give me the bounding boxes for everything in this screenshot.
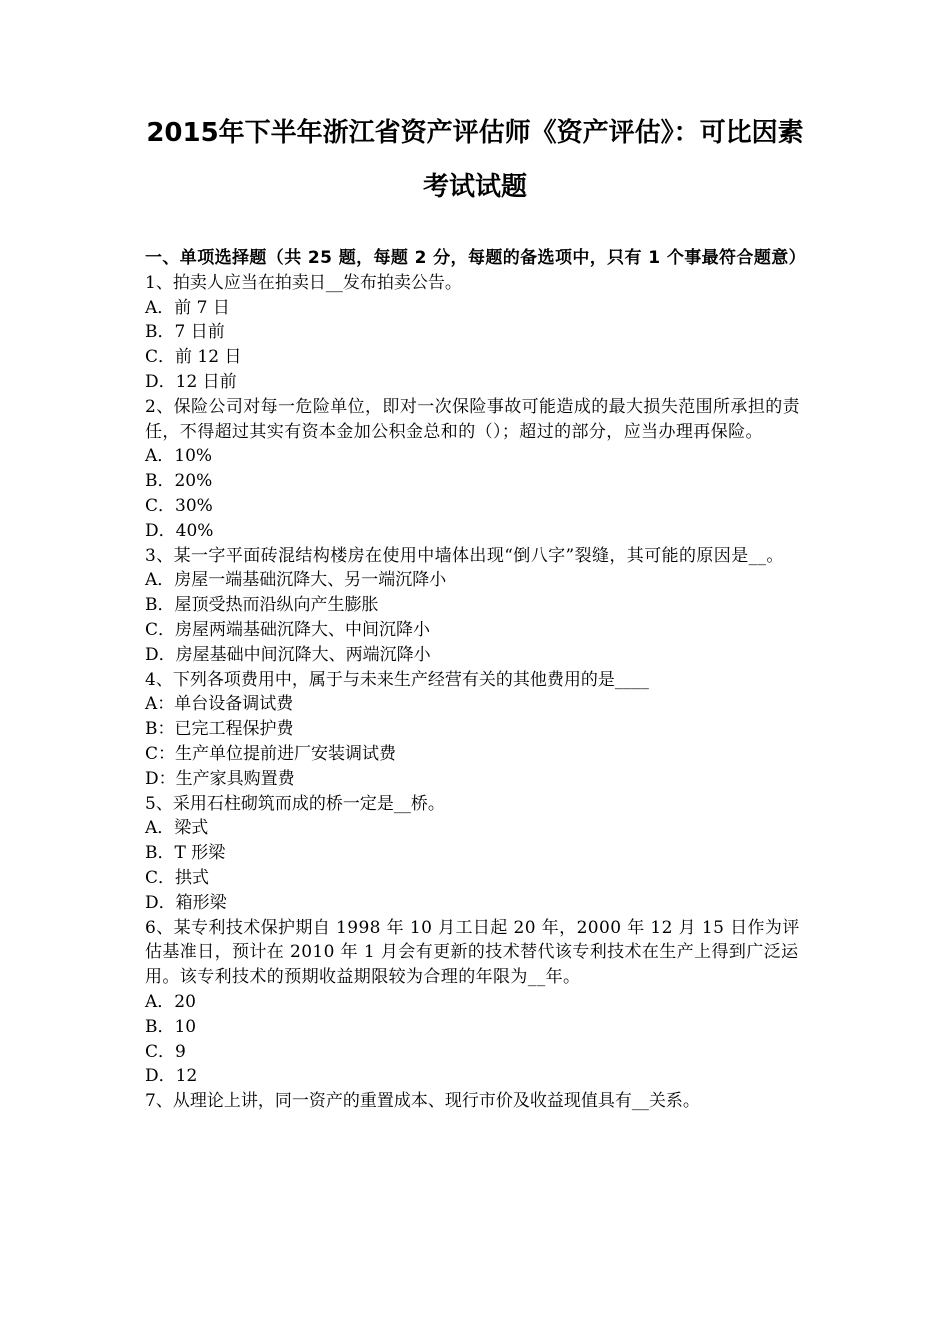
document-title-line-2: 考试试题 <box>422 172 527 202</box>
option-d: D：生产家具购置费 <box>145 768 295 789</box>
option-a: A．梁式 <box>145 818 209 839</box>
option-a: A．房屋一端基础沉降大、另一端沉降小 <box>145 570 447 591</box>
question-stem: 4、下列各项费用中，属于与未来生产经营有关的其他费用的是____ <box>145 669 649 690</box>
question-1 <box>145 271 815 395</box>
option-d: D．房屋基础中间沉降大、两端沉降小 <box>145 644 431 665</box>
question-4 <box>145 668 815 792</box>
option-b: B．10 <box>145 1016 197 1037</box>
question-stem: 1、拍卖人应当在拍卖日__发布拍卖公告。 <box>145 272 462 293</box>
document-title-line-1: 2015年下半年浙江省资产评估师《资产评估》：可比因素 <box>146 118 804 148</box>
question-stem: 7、从理论上讲，同一资产的重置成本、现行市价及收益现值具有__关系。 <box>145 1091 700 1112</box>
question-2 <box>145 395 815 544</box>
option-b: B．7 日前 <box>145 322 225 343</box>
option-d: D．12 日前 <box>145 371 237 392</box>
option-d: D．40% <box>145 520 214 541</box>
option-b: B．20% <box>145 471 213 492</box>
option-c: C．前 12 日 <box>145 347 242 368</box>
option-d: D．12 <box>145 1066 198 1087</box>
question-7 <box>145 1089 815 1114</box>
option-c: C．拱式 <box>145 867 210 888</box>
question-stem: 3、某一字平面砖混结构楼房在使用中墙体出现“倒八字”裂缝，其可能的原因是__。 <box>145 545 784 566</box>
option-c: C：生产单位提前进厂安装调试费 <box>145 743 397 764</box>
question-5 <box>145 792 815 916</box>
option-d: D．箱形梁 <box>145 892 227 913</box>
option-c: C．30% <box>145 495 213 516</box>
question-3 <box>145 544 815 668</box>
option-a: A：单台设备调试费 <box>145 694 294 715</box>
option-a: A．10% <box>145 446 213 467</box>
question-stem: 6、某专利技术保护期自 1998 年 10 月工日起 20 年，2000 年 12 月 15 日作为评估基准日，预计在 2010 年 1 月会有更新的技术替代该专利技术在生产上得到广泛运用。该专利技术的预期收益期限较为合理的年限为__年。 <box>145 917 800 988</box>
document-body <box>145 246 815 1114</box>
option-b: B．屋顶受热而沿纵向产生膨胀 <box>145 595 379 616</box>
option-b: B．T 形梁 <box>145 843 226 864</box>
question-6 <box>145 916 815 1090</box>
option-a: A．前 7 日 <box>145 297 230 318</box>
option-b: B：已完工程保护费 <box>145 719 294 740</box>
option-c: C．房屋两端基础沉降大、中间沉降小 <box>145 619 431 640</box>
section-heading: 一、单项选择题（共 25 题，每题 2 分，每题的备选项中，只有 1 个事最符合题意） <box>145 248 807 268</box>
option-a: A．20 <box>145 991 196 1012</box>
question-stem: 5、采用石柱砌筑而成的桥一定是__桥。 <box>145 793 445 814</box>
question-stem: 2、保险公司对每一危险单位，即对一次保险事故可能造成的最大损失范围所承担的责任，不得超过其实有资本金加公积金总和的（）；超过的部分，应当办理再保险。 <box>145 396 801 442</box>
option-c: C．9 <box>145 1041 186 1062</box>
